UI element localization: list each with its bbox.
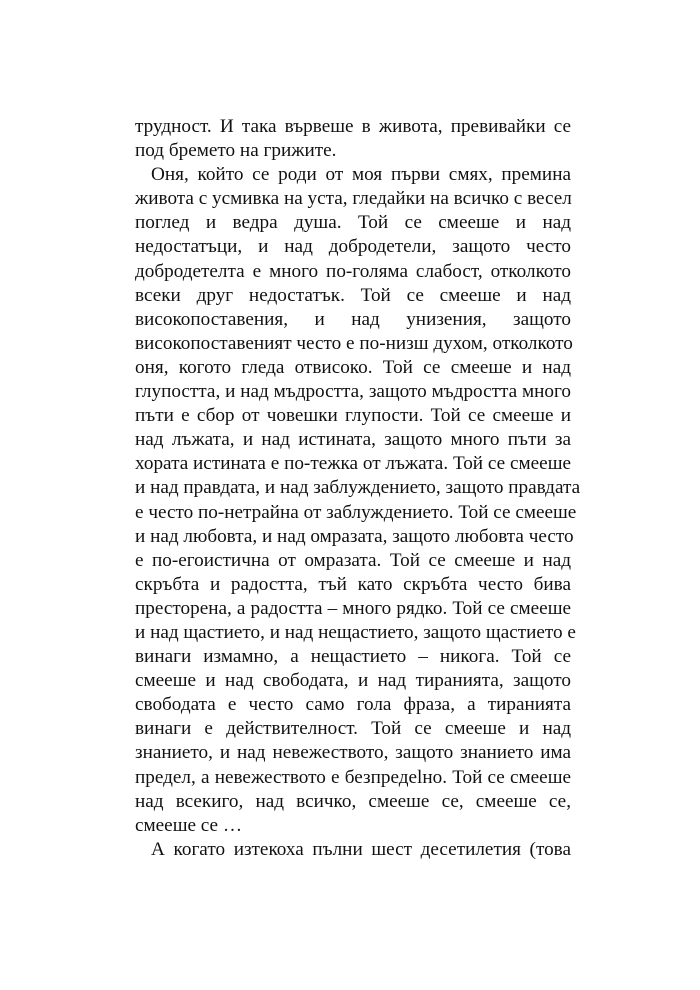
text-line: пъти е сбор от човешки глупости. Той се смееше и bbox=[135, 405, 571, 427]
text-line: е по-егоистична от омразата. Той се смееше и над bbox=[135, 549, 571, 571]
text-line: над всекиго, над всичко, смееше се, смееше се, bbox=[135, 790, 571, 812]
text-line: високопоставеният често е по-низш духом, отколкото bbox=[135, 332, 573, 354]
text-line: скръбта и радостта, тъй като скръбта често бива bbox=[135, 573, 571, 595]
text-line: свободата е често само гола фраза, а тиранията bbox=[135, 694, 571, 716]
text-line: високопоставения, и над унизения, защото bbox=[135, 308, 571, 330]
text-line: над лъжата, и над истината, защото много пъти за bbox=[135, 429, 571, 451]
text-line: оня, когото гледа отвисоко. Той се смееше и над bbox=[135, 356, 571, 378]
text-line: поглед и ведра душа. Той се смееше и над bbox=[135, 212, 571, 234]
paragraph-first-line: А когато изтекоха пълни шест десетилетия (това bbox=[151, 838, 571, 860]
paragraph-first-line: Оня, който се роди от моя първи смях, премина bbox=[151, 164, 571, 186]
text-line: винаги е действителност. Той се смееше и над bbox=[135, 718, 571, 740]
text-line: недостатъци, и над добродетели, защото често bbox=[135, 236, 571, 258]
text-line: и над любовта, и над омразата, защото любовта често bbox=[135, 525, 574, 547]
text-line: живота с усмивка на уста, гледайки на всичко с весел bbox=[135, 188, 572, 210]
text-line: под бремето на грижите. bbox=[135, 140, 337, 162]
text-line: смееше и над свободата, и над тиранията, защото bbox=[135, 670, 571, 692]
text-line: е често по-нетрайна от заблуждението. Той се смееше bbox=[135, 501, 577, 523]
text-line: добродетелта е много по-голяма слабост, отколкото bbox=[135, 260, 571, 282]
text-line: престорена, а радостта – много рядко. Той се смееше bbox=[135, 597, 571, 619]
text-line: предел, а невежеството е безпредelно. Той се смееше bbox=[135, 766, 571, 788]
body-text bbox=[135, 115, 581, 862]
text-line: винаги измамно, а нещастието – никога. Той се bbox=[135, 646, 571, 668]
text-line: глупостта, и над мъдростта, защото мъдростта много bbox=[135, 381, 571, 403]
text-line: трудност. И така вървеше в живота, превивайки се bbox=[135, 116, 571, 137]
text-line: и над щастието, и над нещастието, защото щастието е bbox=[135, 621, 576, 643]
text-line: хората истината е по-тежка от лъжата. Той се смееше bbox=[135, 453, 571, 475]
text-line: знанието, и над невежеството, защото знанието има bbox=[135, 742, 571, 764]
text-line: смееше се … bbox=[135, 814, 243, 836]
text-line: и над правдата, и над заблуждението, защото правдата bbox=[135, 477, 581, 499]
text-line: всеки друг недостатък. Той се смееше и над bbox=[135, 284, 571, 306]
